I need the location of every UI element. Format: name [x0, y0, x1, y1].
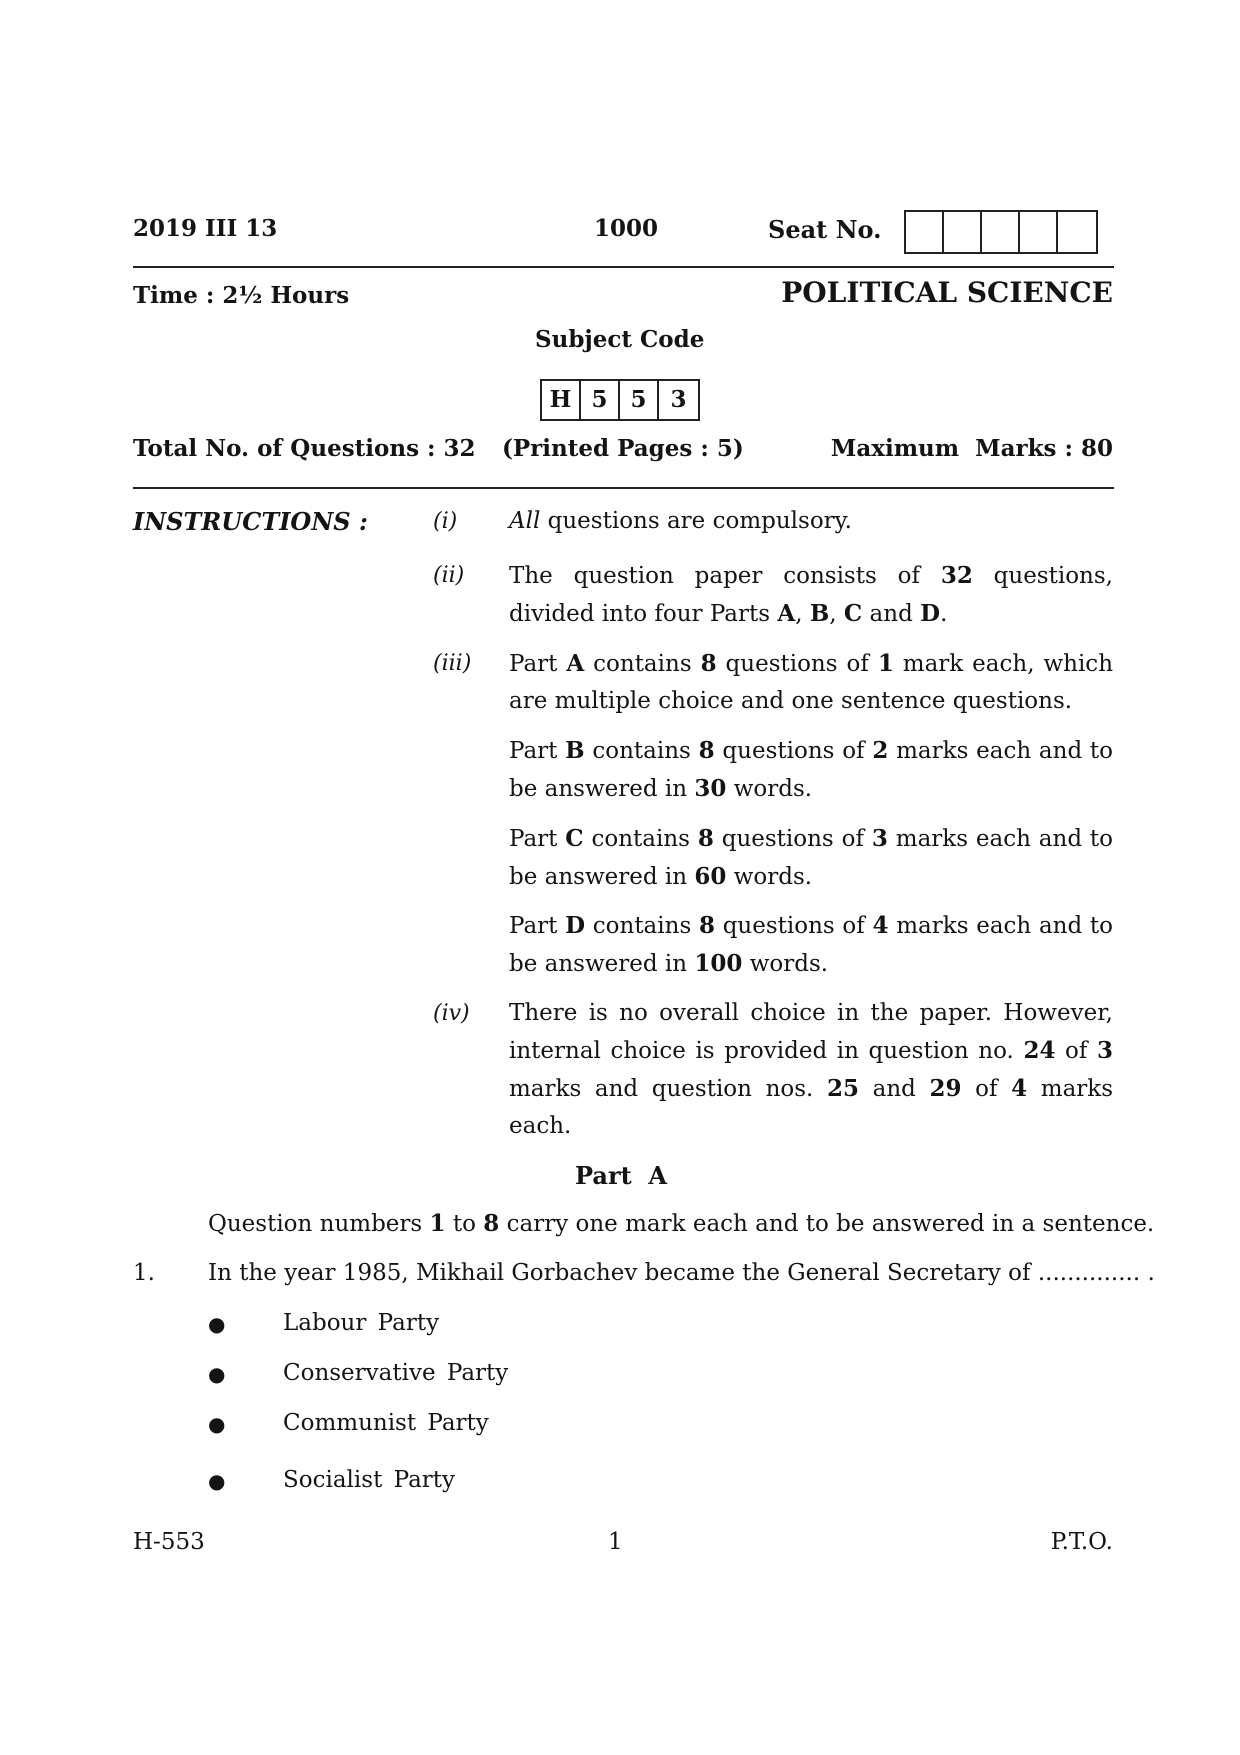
seat-box[interactable]: [906, 212, 944, 252]
part-a-note: Question numbers 1 to 8 carry one mark each and to be answered in a sentence.: [208, 1210, 1155, 1237]
instruction-number: (iv): [433, 1001, 470, 1026]
seat-label: Seat No.: [768, 215, 882, 244]
subject-title: POLITICAL SCIENCE: [781, 276, 1113, 309]
seat-box[interactable]: [982, 212, 1020, 252]
option-item: Communist Party: [283, 1410, 489, 1436]
seat-box[interactable]: [944, 212, 982, 252]
seat-box[interactable]: [1020, 212, 1058, 252]
subject-code-char: 5: [620, 381, 659, 419]
page-number: 1: [608, 1529, 623, 1555]
bullet: ●: [208, 1469, 226, 1493]
seat-box[interactable]: [1058, 212, 1096, 252]
instructions-heading: INSTRUCTIONS :: [133, 507, 368, 536]
printed-pages: (Printed Pages : 5): [502, 435, 744, 462]
instruction-text: Part D contains 8 questions of 4 marks each and to be answered in 100 words.: [509, 912, 1114, 977]
instruction-text: Part A contains 8 questions of 1 mark each, which are multiple choice and one sentence questions.: [509, 650, 1114, 714]
total-questions: Total No. of Questions : 32: [133, 435, 476, 462]
subject-code-label: Subject Code: [535, 326, 705, 353]
instruction-number: (i): [433, 509, 458, 534]
time-allowed: Time : 2½ Hours: [133, 282, 350, 309]
instruction-text: The question paper consists of 32 questions, divided into four Parts A, B, C and D.: [509, 562, 1113, 627]
option-item: Conservative Party: [283, 1360, 509, 1386]
question-text: In the year 1985, Mikhail Gorbachev became the General Secretary of .............. .: [208, 1260, 1155, 1286]
instruction-text: There is no overall choice in the paper. However, internal choice is provided in question no. 24 of 3 marks and question nos. 25 and 29 of 4 marks each.: [509, 1000, 1114, 1139]
subject-code-char: H: [542, 381, 581, 419]
subject-code-char: 5: [581, 381, 620, 419]
subject-code-boxes: [540, 379, 700, 421]
bullet: ●: [208, 1362, 226, 1386]
bullet: ●: [208, 1412, 226, 1436]
instruction-text: Part C contains 8 questions of 3 marks each and to be answered in 60 words.: [509, 825, 1114, 890]
subject-code-char: 3: [670, 386, 687, 413]
copies-count: 1000: [594, 215, 659, 242]
pto-label: P.T.O.: [1050, 1529, 1113, 1555]
footer-paper-code: H-553: [133, 1529, 205, 1555]
header-rule: [133, 266, 1114, 268]
question-number: 1.: [133, 1260, 155, 1286]
seat-number-boxes[interactable]: [904, 210, 1098, 254]
option-item: Socialist Party: [283, 1467, 456, 1493]
totals-rule: [133, 487, 1114, 489]
maximum-marks: Maximum Marks : 80: [830, 435, 1113, 462]
instruction-number: (ii): [433, 563, 465, 588]
instruction-number: (iii): [433, 651, 472, 676]
instruction-text: All questions are compulsory.: [509, 508, 852, 534]
exam-code: 2019 III 13: [133, 215, 278, 242]
instruction-text: Part B contains 8 questions of 2 marks each and to be answered in 30 words.: [509, 737, 1114, 802]
bullet: ●: [208, 1312, 226, 1336]
option-item: Labour Party: [283, 1310, 440, 1336]
part-a-title: Part A: [575, 1161, 668, 1190]
